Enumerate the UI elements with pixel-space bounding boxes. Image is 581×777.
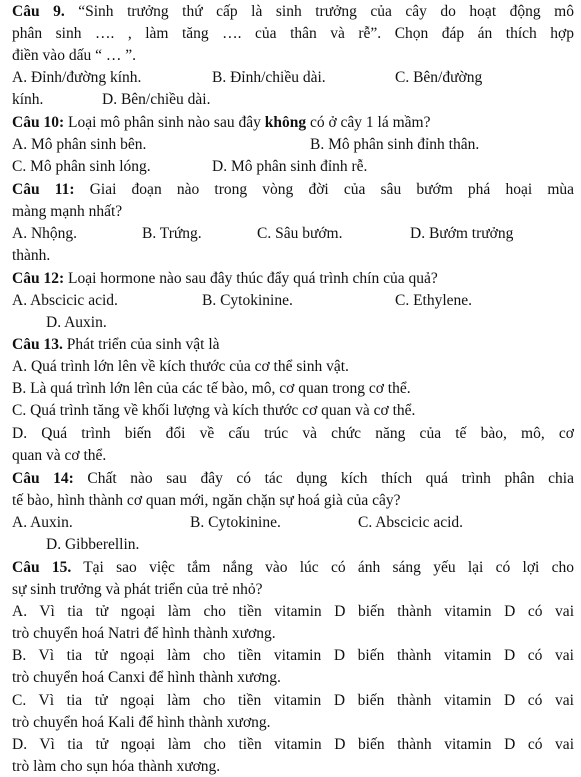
q15-stem-text-1: Tại sao việc tắm nắng vào lúc có ánh sáng yếu lại có lợi cho (71, 559, 574, 576)
q12-stem (12, 269, 574, 289)
q9-stem-line-2: phân sinh …. , làm tăng …. của thân và rễ”. Chọn đáp án thích hợp (12, 25, 574, 42)
q15-stem-line-1 (12, 558, 574, 578)
q14-option-a: A. Auxin. (12, 514, 73, 531)
q10-stem (12, 113, 574, 133)
q13-option-b: B. Là quá trình lớn lên của các tế bào, mô, cơ quan trong cơ thể. (12, 380, 411, 397)
q9-stem-text-1: “Sinh trưởng thứ cấp là sinh trưởng của cây do hoạt động mô (64, 3, 574, 20)
q13-option-a: A. Quá trình lớn lên về kích thước của cơ thể sinh vật. (12, 358, 349, 375)
q11-option-d-cont: thành. (12, 247, 51, 264)
q12-number: Câu 12: (12, 270, 65, 287)
q12-option-a: A. Abscicic acid. (12, 292, 118, 309)
q15-option-b-line-2: trò chuyển hoá Canxi để hình thành xương. (12, 669, 281, 686)
q13-stem-text: Phát triển của sinh vật là (62, 336, 220, 353)
q9-option-d: D. Bên/chiều dài. (102, 91, 211, 108)
q14-stem-line-1 (12, 469, 574, 489)
q14-option-d: D. Gibberellin. (46, 536, 140, 553)
q11-stem-text-1: Giai đoạn nào trong vòng đời của sâu bướm phá hoại mùa (74, 181, 575, 198)
q15-option-d-line-2: trò làm cho sụn hóa thành xương. (12, 758, 221, 775)
q12-option-c: C. Ethylene. (395, 292, 473, 309)
q10-option-d: D. Mô phân sinh đỉnh rễ. (212, 158, 368, 175)
q9-option-c-cont: kính. (12, 91, 44, 108)
q15-option-c-line-2: trò chuyển hoá Kali để hình thành xương. (12, 714, 271, 731)
q10-stem-text-1: Loại mô phân sinh nào sau đây (64, 114, 265, 131)
q15-number: Câu 15. (12, 559, 72, 576)
q13-number: Câu 13. (12, 336, 63, 353)
q10-option-b: B. Mô phân sinh đỉnh thân. (310, 136, 480, 153)
q12-stem-text: Loại hormone nào sau đây thúc đẩy quá trình chín của quả? (64, 270, 438, 287)
q9-option-c: C. Bên/đường (395, 69, 483, 86)
q12-option-d: D. Auxin. (46, 314, 107, 331)
q11-option-b: B. Trứng. (142, 225, 202, 242)
q13-option-d-line-1: D. Quá trình biến đổi về cấu trúc và chức năng của tế bào, mô, cơ (12, 425, 574, 442)
q15-option-b-line-1: B. Vì tia tử ngoại làm cho tiền vitamin D biến thành vitamin D có vai (12, 647, 574, 664)
q11-option-c: C. Sâu bướm. (257, 225, 343, 242)
q14-number: Câu 14: (12, 470, 74, 487)
q9-option-a: A. Đỉnh/đường kính. (12, 69, 142, 86)
q15-option-c-line-1: C. Vì tia tử ngoại làm cho tiền vitamin D biến thành vitamin D có vai (12, 692, 574, 709)
q15-option-a-line-2: trò chuyển hoá Natri để hình thành xương. (12, 625, 276, 642)
q14-option-b: B. Cytokinine. (190, 514, 281, 531)
q15-option-a-line-1: A. Vì tia tử ngoại làm cho tiền vitamin D biến thành vitamin D có vai (12, 603, 574, 620)
q14-option-c: C. Abscicic acid. (358, 514, 464, 531)
q14-stem-line-2: tế bào, hình thành cơ quan mới, ngăn chặn sự hoá già của cây? (12, 492, 401, 509)
q11-stem-line-2: màng mạnh nhất? (12, 203, 123, 220)
q9-number: Câu 9. (12, 3, 65, 20)
q13-option-c: C. Quá trình tăng về khối lượng và kích thước cơ quan và cơ thể. (12, 402, 416, 419)
q15-option-d-line-1: D. Vì tia tử ngoại làm cho tiền vitamin D biến thành vitamin D có vai (12, 736, 574, 753)
q11-option-a: A. Nhộng. (12, 225, 78, 242)
q12-option-b: B. Cytokinine. (202, 292, 293, 309)
q10-number: Câu 10: (12, 114, 65, 131)
q10-stem-emphasis: không (264, 114, 307, 131)
q10-option-c: C. Mô phân sinh lóng. (12, 158, 151, 175)
q11-stem-line-1 (12, 180, 574, 200)
q11-number: Câu 11: (12, 181, 75, 198)
q13-option-d-line-2: quan và cơ thể. (12, 447, 107, 464)
q9-option-b: B. Đỉnh/chiều dài. (212, 69, 326, 86)
q10-option-a: A. Mô phân sinh bên. (12, 136, 147, 153)
q9-stem-line-1 (12, 2, 574, 22)
q9-stem-line-3: điền vào dấu “ … ”. (12, 47, 136, 64)
q15-stem-line-2: sự sinh trưởng và phát triển của trẻ nhỏ? (12, 581, 263, 598)
q10-stem-text-2: có ở cây 1 lá mầm? (306, 114, 431, 131)
q14-stem-text-1: Chất nào sau đây có tác dụng kích thích quá trình phân chia (73, 470, 574, 487)
q13-stem (12, 335, 574, 355)
q11-option-d: D. Bướm trưởng (410, 225, 514, 242)
